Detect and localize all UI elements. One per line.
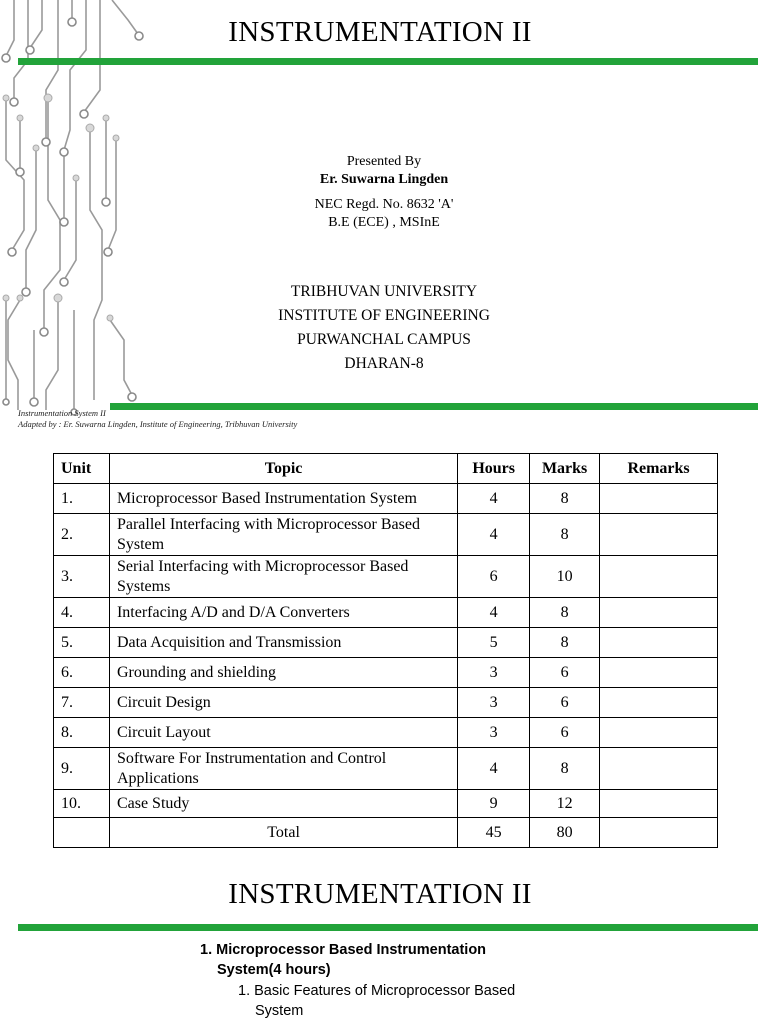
institute-name: INSTITUTE OF ENGINEERING (278, 307, 490, 324)
remarks-cell (600, 790, 718, 818)
unit-cell: 3. (54, 556, 110, 598)
topic-cell: Software For Instrumentation and Control Applications (109, 748, 457, 790)
registration-number: NEC Regd. No. 8632 'A' (314, 197, 454, 212)
table-header-row (54, 454, 718, 484)
unit-cell: 8. (54, 718, 110, 748)
remarks-cell (600, 748, 718, 790)
topic-cell: Circuit Design (109, 688, 457, 718)
topic-cell: Parallel Interfacing with Microprocessor Based System (109, 514, 457, 556)
remarks-cell (600, 818, 718, 848)
outline-item-1-continuation: System(4 hours) (217, 962, 331, 978)
table-total-row (54, 818, 718, 848)
outline-subitem-1-text: 1. Basic Features of Microprocessor Based (238, 983, 516, 999)
presenter-name: Er. Suwarna Lingden (319, 172, 449, 187)
remarks-cell (600, 514, 718, 556)
table-row (54, 748, 718, 790)
unit-cell: 4. (54, 598, 110, 628)
total-label: Total (109, 818, 457, 848)
unit-cell: 2. (54, 514, 110, 556)
outline-subitem-1 (238, 981, 515, 1021)
slide3-title: INSTRUMENTATION II (228, 878, 532, 910)
topic-cell: Case Study (109, 790, 457, 818)
unit-cell: 6. (54, 658, 110, 688)
presented-by-label: Presented By (346, 154, 422, 169)
remarks-cell (600, 628, 718, 658)
hours-cell: 9 (458, 790, 530, 818)
marks-cell: 8 (530, 748, 600, 790)
outline-subitem-1-continuation: System (255, 1003, 304, 1019)
table-row (54, 790, 718, 818)
total-hours: 45 (458, 818, 530, 848)
table-row (54, 598, 718, 628)
hours-cell: 4 (458, 514, 530, 556)
table-row (54, 688, 718, 718)
unit-cell: 1. (54, 484, 110, 514)
hours-cell: 3 (458, 658, 530, 688)
topic-cell: Microprocessor Based Instrumentation System (109, 484, 457, 514)
unit-cell: 7. (54, 688, 110, 718)
topic-cell: Data Acquisition and Transmission (109, 628, 457, 658)
marks-cell: 8 (530, 628, 600, 658)
table-row (54, 718, 718, 748)
remarks-cell (600, 658, 718, 688)
marks-cell: 8 (530, 484, 600, 514)
hours-cell: 3 (458, 718, 530, 748)
header-marks: Marks (530, 454, 600, 484)
topic-cell: Grounding and shielding (109, 658, 457, 688)
topic-cell: Interfacing A/D and D/A Converters (109, 598, 457, 628)
unit-cell: 10. (54, 790, 110, 818)
unit-cell (54, 818, 110, 848)
hours-cell: 6 (458, 556, 530, 598)
header-unit: Unit (54, 454, 110, 484)
table-row (54, 556, 718, 598)
marks-cell: 12 (530, 790, 600, 818)
degree-text: B.E (ECE) , MSInE (328, 215, 440, 230)
table-row (54, 628, 718, 658)
campus-name: PURWANCHAL CAMPUS (297, 331, 471, 348)
hours-cell: 5 (458, 628, 530, 658)
footer-credit: Adapted by : Er. Suwarna Lingden, Institute of Engineering, Tribhuvan University (18, 419, 298, 429)
slide-footer (18, 408, 297, 430)
marks-cell: 8 (530, 598, 600, 628)
title-underline (18, 58, 758, 65)
marks-cell: 6 (530, 688, 600, 718)
marks-cell: 6 (530, 718, 600, 748)
slide3-title-underline (18, 924, 758, 931)
hours-cell: 4 (458, 484, 530, 514)
outline-item-1 (200, 940, 486, 980)
remarks-cell (600, 598, 718, 628)
table-row (54, 658, 718, 688)
marks-cell: 6 (530, 658, 600, 688)
remarks-cell (600, 718, 718, 748)
outline-item-1-text: 1. Microprocessor Based Instrumentation (200, 942, 487, 958)
header-topic: Topic (109, 454, 457, 484)
total-marks: 80 (530, 818, 600, 848)
footer-course: Instrumentation System II (18, 408, 106, 418)
remarks-cell (600, 556, 718, 598)
university-name: TRIBHUVAN UNIVERSITY (290, 283, 478, 300)
remarks-cell (600, 688, 718, 718)
hours-cell: 3 (458, 688, 530, 718)
unit-cell: 5. (54, 628, 110, 658)
remarks-cell (600, 484, 718, 514)
header-remarks: Remarks (600, 454, 718, 484)
topic-cell: Serial Interfacing with Microprocessor Based Systems (109, 556, 457, 598)
city-name: DHARAN-8 (344, 355, 424, 372)
hours-cell: 4 (458, 598, 530, 628)
hours-cell: 4 (458, 748, 530, 790)
table-row (54, 514, 718, 556)
slide1-title: INSTRUMENTATION II (228, 16, 532, 48)
header-hours: Hours (458, 454, 530, 484)
marks-cell: 8 (530, 514, 600, 556)
topic-cell: Circuit Layout (109, 718, 457, 748)
marks-cell: 10 (530, 556, 600, 598)
table-row (54, 484, 718, 514)
syllabus-table (53, 453, 718, 848)
unit-cell: 9. (54, 748, 110, 790)
